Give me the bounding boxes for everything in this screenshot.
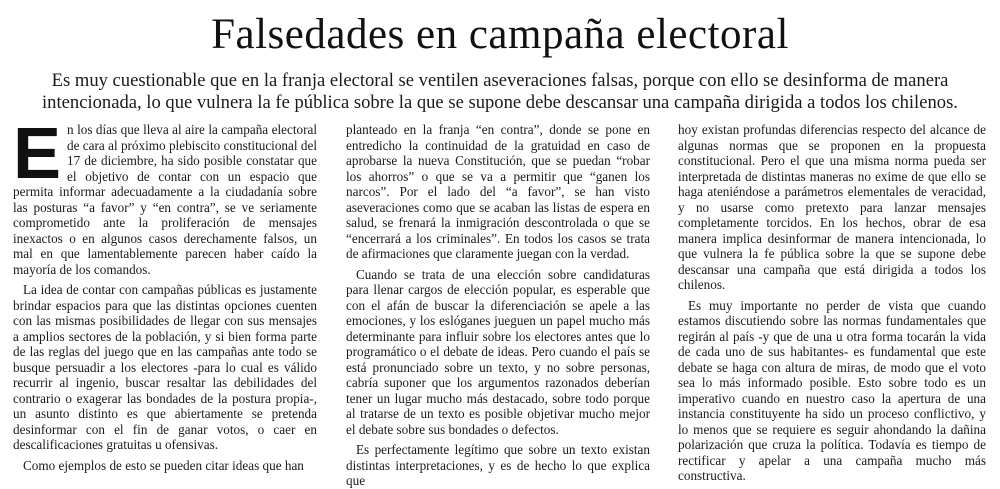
article-column-2 — [346, 122, 650, 488]
article-title: Falsedades en campaña electoral — [211, 11, 789, 58]
article-paragraph: La idea de contar con campañas públicas es justamente brindar espacios para que las distintas opciones cuenten con las mismas posibilidades de llegar con sus mensajes a amplios sectores de la población, y si bien forma parte de las reglas del juego que en las campañas ante todo se busque persuadir a los electores -para lo cual es válido recurrir al ingenio, buscar resaltar las debilidades del contrario o exagerar las bondades de la postura propia-, un asunto distinto es que abiertamente se pretenda desinformar con el fin de ganar votos, o caer en descalificaciones gratuitas u ofensivas. — [13, 282, 317, 452]
article-paragraph: En los días que lleva al aire la campaña electoral de cara al próximo plebiscito constitucional del 17 de diciembre, ha sido posible constatar que el objetivo de contar con un espacio que permita informar adecuadamente a la ciudadanía sobre las posturas “a favor” y “en contra”, se ve seriamente comprometido ante la proliferación de mensajes inexactos o en algunos casos derechamente falsos, un mal en que lamentablemente parecen haber caído la mayoría de los comandos. — [13, 114, 317, 277]
article-paragraph: Es muy importante no perder de vista que cuando estamos discutiendo sobre las normas fundamentales que regirán al país -y que de una u otra forma tocarán la vida de cada uno de sus habitantes- es fundamental que este debate se haga con altura de miras, de modo que el voto sea lo más informado posible. Esto sobre todo es un imperativo cuando en nuestro caso la apertura de una instancia constituyente ha sido un proceso conflictivo, y lo menos que se requiere es seguir ahondando la dañina polarización que cruza la política. Todavía es tiempo de rectificar y apelar a una campaña mucho más constructiva. — [678, 297, 986, 483]
article-paragraph: planteado en la franja “en contra”, donde se pone en entredicho la continuidad de la gratuidad en caso de aprobarse la nueva Constitución, que se puedan “robar los ahorros” o que se va a permitir que “ganen los narcos”. Por el lado del “a favor”, se han visto aseveraciones como que se acaban las listas de espera en salud, se frenará la inmigración descontrolada o que se “encerrará a los criminales”. En todos los casos se trata de afirmaciones que claramente juegan con la verdad. — [346, 122, 650, 261]
article-column-3 — [678, 122, 986, 483]
drop-cap: E — [13, 114, 62, 194]
article-paragraph: Como ejemplos de esto se pueden citar ideas que han — [23, 457, 304, 473]
article-paragraph: Cuando se trata de una elección sobre candidaturas para llenar cargos de elección popular, es esperable que con el afán de buscar la diferenciación se apele a las emociones, y los eslóganes jueguen un papel mucho más determinante para influir sobre los electores antes que lo programático o el debate de ideas. Pero cuando el país se está pronunciado sobre un texto, y no sobre personas, cabría suponer que los argumentos razonados deberían tener un lugar mucho más destacado, sobre todo porque al tratarse de un texto es posible objetivar mucho mejor el debate sobre sus bondades o defectos. — [346, 266, 650, 437]
article-paragraph: Es perfectamente legítimo que sobre un texto existan distintas interpretaciones, y es de hecho lo que explica que — [346, 442, 650, 488]
article-deck: Es muy cuestionable que en la franja electoral se ventilen aseveraciones falsas, porque con ello se desinforma de manera intencionada, lo que vulnera la fe pública sobre la que se supone debe descansar una campaña dirigida a todos los chilenos. — [42, 70, 958, 113]
article-paragraph: hoy existan profundas diferencias respecto del alcance de algunas normas que se proponen en la propuesta constitucional. Pero el que una misma norma pueda ser interpretada de distintas maneras no exime de que ello se haga ateniéndose a parámetros elementales de veracidad, y no usarse como pretexto para lanzar mensajes completamente torcidos. En los hechos, obrar de esa manera implica desinformar de manera intencionada, lo que vulnera la fe pública sobre la que se supone debe descansar una campaña que está dirigida a todos los chilenos. — [678, 122, 986, 292]
article-column-1 — [13, 114, 317, 473]
